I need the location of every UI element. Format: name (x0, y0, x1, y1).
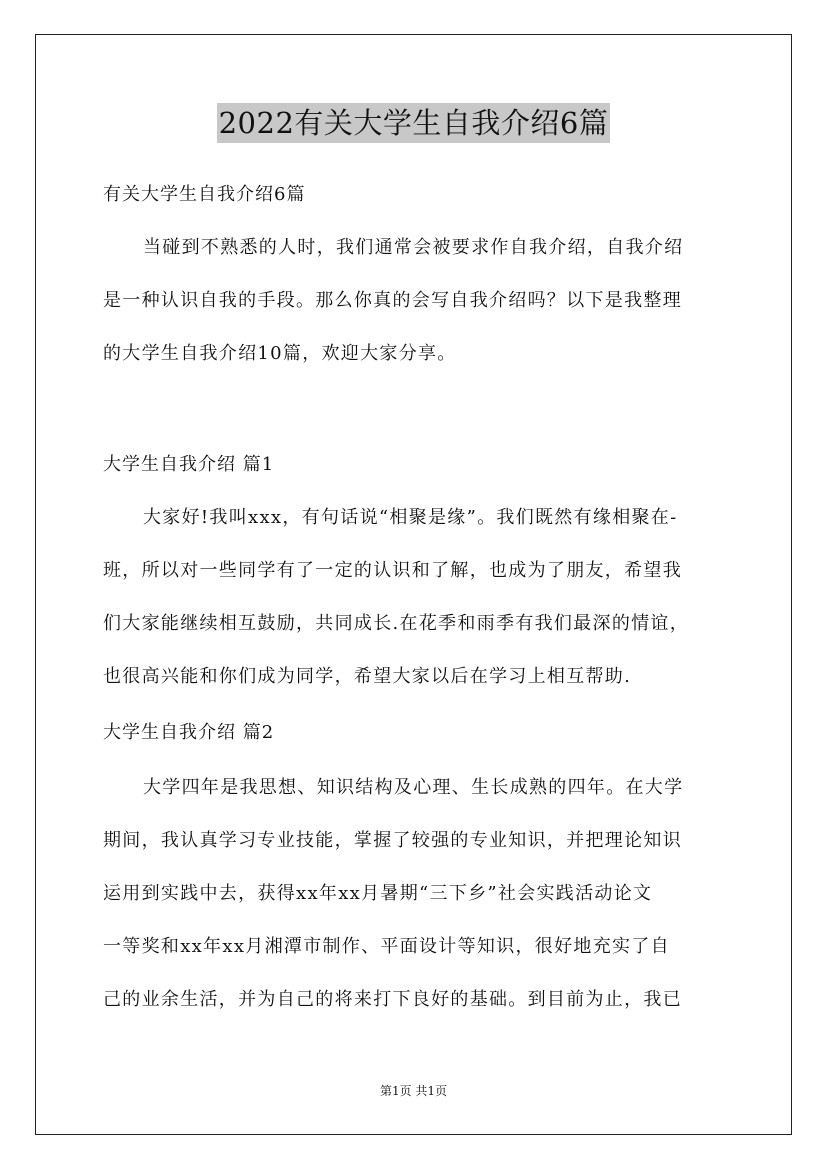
section-1-heading: 大学生自我介绍 篇1 (103, 454, 275, 475)
section-1-line-3: 们大家能继续相互鼓励，共同成长.在花季和雨季有我们最深的情谊， (103, 613, 690, 634)
title-container (0, 103, 827, 143)
intro-line-1: 当碰到不熟悉的人时，我们通常会被要求作自我介绍，自我介绍 (143, 237, 684, 258)
intro-line-2: 是一种认识自我的手段。那么你真的会写自我介绍吗？以下是我整理 (103, 290, 682, 311)
intro-line-3: 的大学生自我介绍10篇，欢迎大家分享。 (103, 343, 457, 364)
section-1-line-4: 也很高兴能和你们成为同学，希望大家以后在学习上相互帮助. (103, 666, 632, 687)
section-2-line-3: 运用到实践中去，获得xx年xx月暑期“三下乡”社会实践活动论文 (103, 883, 653, 904)
document-subtitle: 有关大学生自我介绍6篇 (103, 184, 306, 205)
section-2-heading: 大学生自我介绍 篇2 (103, 722, 275, 743)
section-2-line-2: 期间，我认真学习专业技能，掌握了较强的专业知识，并把理论知识 (103, 830, 682, 851)
section-2-line-5: 己的业余生活，并为自己的将来打下良好的基础。到目前为止，我已 (103, 989, 682, 1010)
section-1-line-1: 大家好!我叫xxx，有句话说“相聚是缘”。我们既然有缘相聚在- (143, 507, 678, 528)
document-title: 2022有关大学生自我介绍6篇 (217, 103, 611, 143)
section-2-line-1: 大学四年是我思想、知识结构及心理、生长成熟的四年。在大学 (143, 777, 684, 798)
section-1-line-2: 班，所以对一些同学有了一定的认识和了解，也成为了朋友，希望我 (103, 560, 682, 581)
section-2-line-4: 一等奖和xx年xx月湘潭市制作、平面设计等知识，很好地充实了自 (103, 936, 670, 957)
page-number-footer: 第1页 共1页 (379, 1084, 448, 1098)
